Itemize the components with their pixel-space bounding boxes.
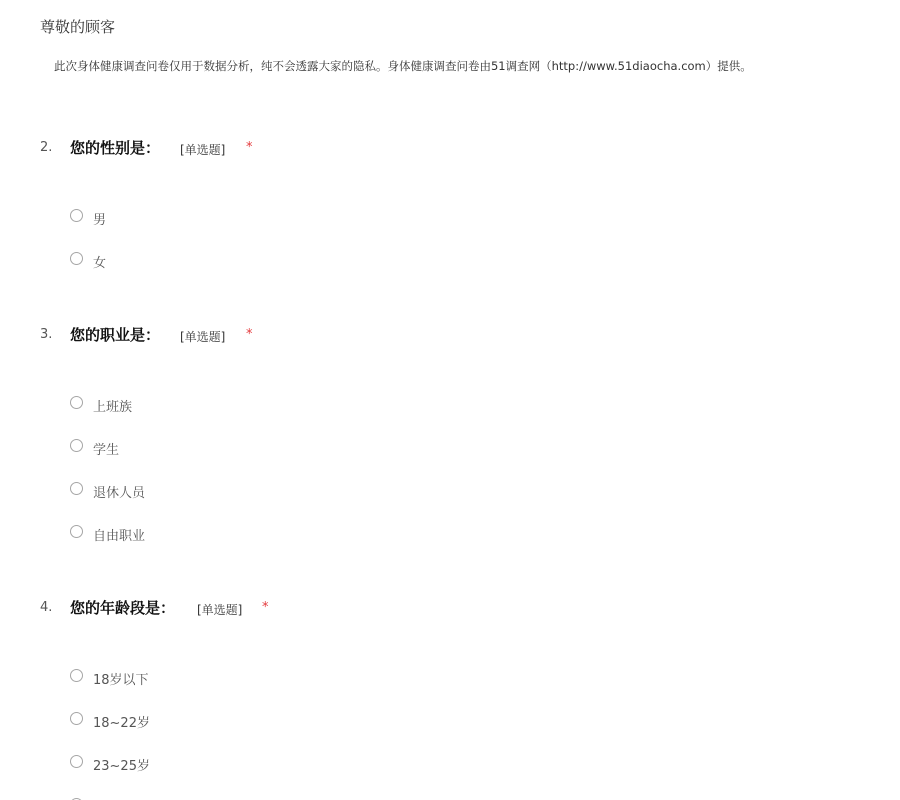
question-title: 您的年龄段是： (70, 599, 176, 617)
question-type-tag: [单选题] (197, 603, 243, 617)
radio-button[interactable] (70, 396, 83, 409)
question-type-tag: [单选题] (180, 143, 226, 157)
question-number: 3. (40, 327, 53, 342)
option-label: 18~22岁 (93, 716, 150, 731)
survey-intro-text: 此次身体健康调查问卷仅用于数据分析，纯不会透露大家的隐私。身体健康调查问卷由51调查网（http://www.51diaocha.com）提供。 (54, 59, 752, 73)
option-label: 退休人员 (93, 486, 146, 501)
question-type-tag: [单选题] (180, 330, 226, 344)
option-label: 上班族 (93, 400, 133, 415)
question-title: 您的职业是： (70, 326, 161, 344)
radio-button[interactable] (70, 482, 83, 495)
question-number: 4. (40, 600, 53, 615)
option-label: 男 (93, 213, 107, 228)
question-title: 您的性别是： (70, 139, 161, 157)
option-label: 女 (93, 256, 107, 271)
radio-button[interactable] (70, 712, 83, 725)
required-marker: * (246, 327, 253, 342)
radio-button[interactable] (70, 525, 83, 538)
option-label: 自由职业 (93, 529, 146, 544)
option-label: 23~25岁 (93, 759, 150, 774)
required-marker: * (262, 600, 269, 615)
question-number: 2. (40, 140, 53, 155)
option-label: 学生 (93, 443, 120, 458)
greeting-heading: 尊敬的顾客 (40, 18, 116, 36)
option-label: 18岁以下 (93, 673, 149, 688)
required-marker: * (246, 140, 253, 155)
radio-button[interactable] (70, 439, 83, 452)
radio-button[interactable] (70, 755, 83, 768)
radio-button[interactable] (70, 209, 83, 222)
radio-button[interactable] (70, 669, 83, 682)
radio-button[interactable] (70, 252, 83, 265)
